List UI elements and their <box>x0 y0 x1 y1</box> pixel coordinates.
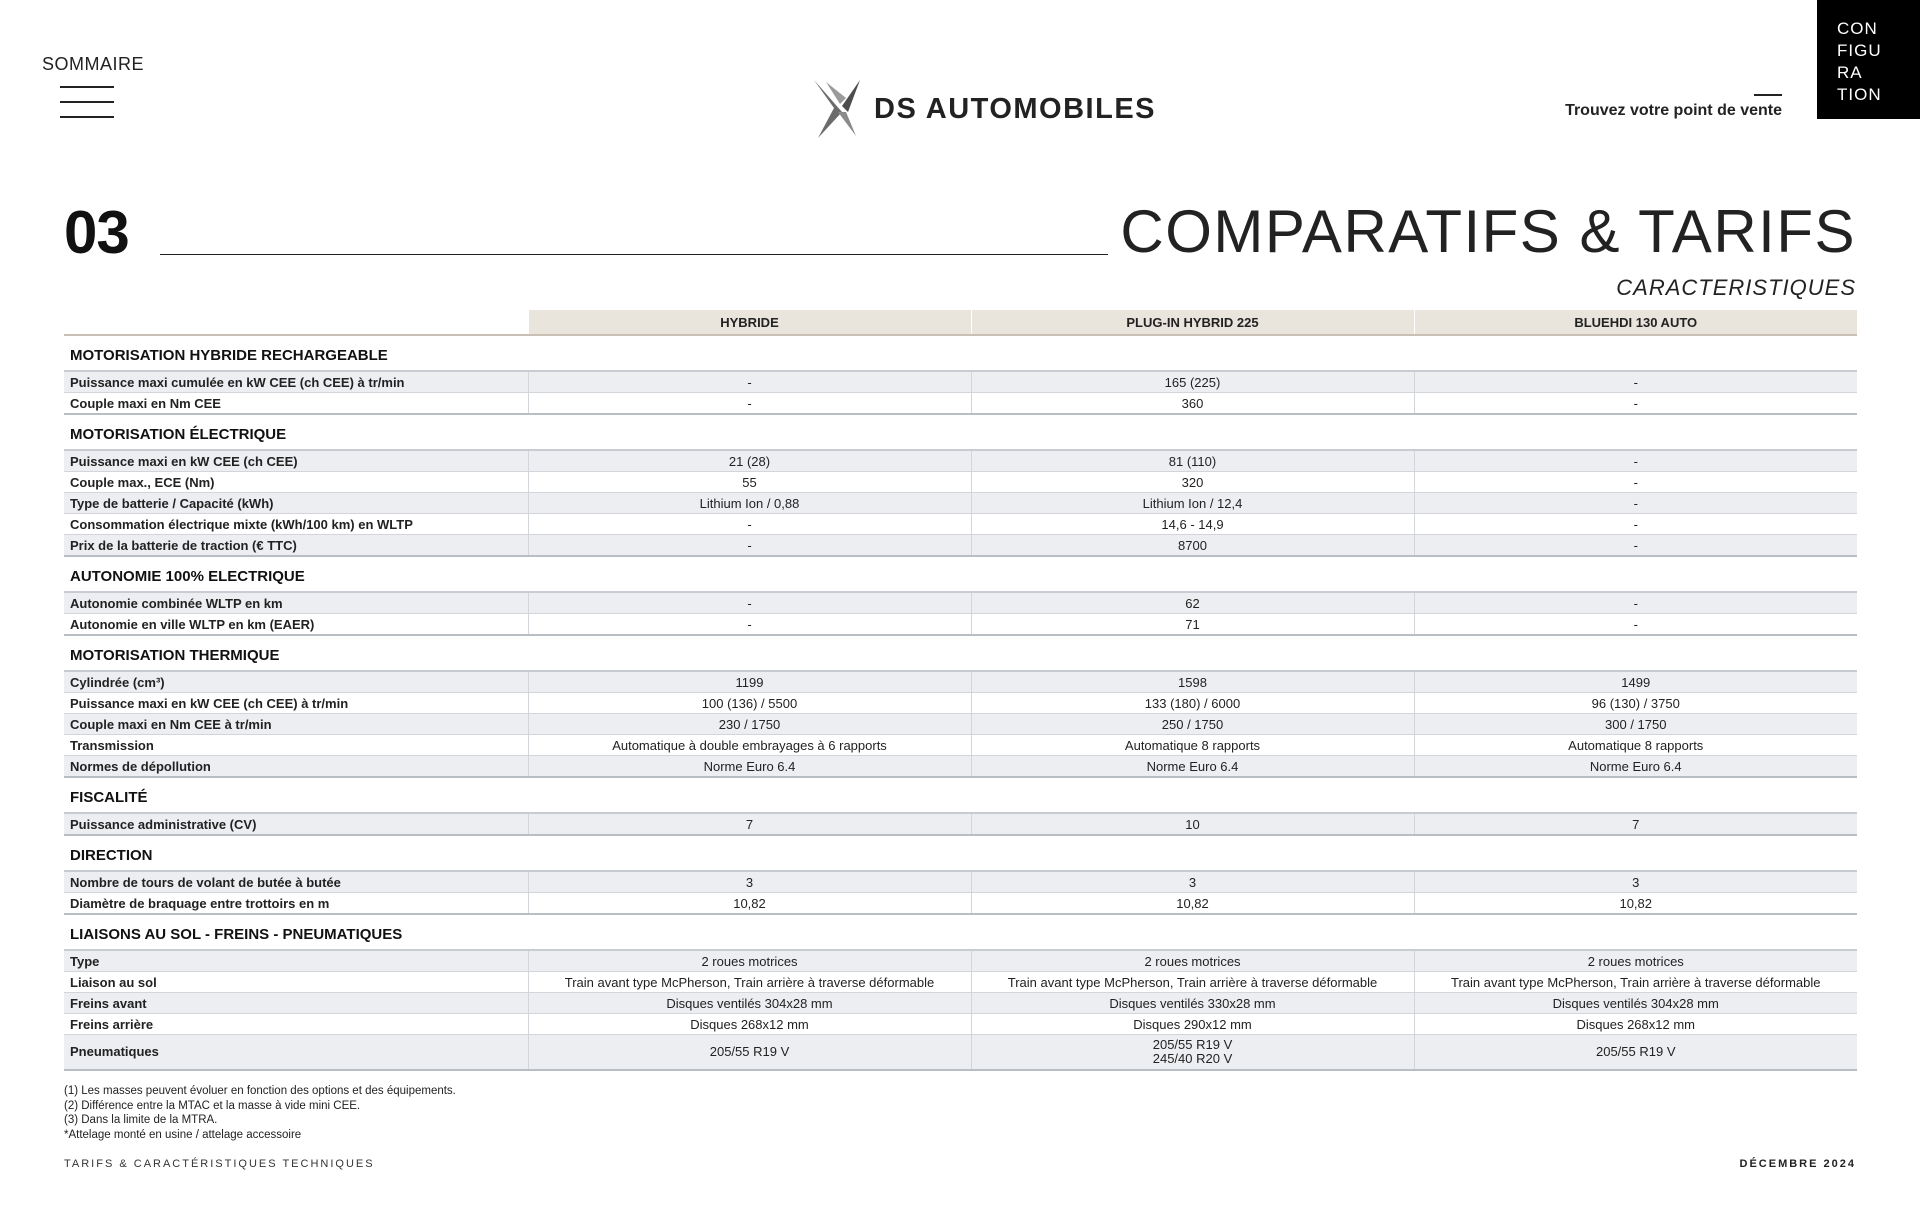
table-cell: - <box>1414 614 1857 636</box>
row-label: Puissance maxi en kW CEE (ch CEE) <box>64 450 528 472</box>
table-cell: - <box>528 514 971 535</box>
footer-document-title: TARIFS & CARACTÉRISTIQUES TECHNIQUES <box>64 1158 375 1170</box>
table-row <box>64 756 1857 778</box>
table-cell: 62 <box>971 592 1414 614</box>
table-cell: 205/55 R19 V <box>528 1035 971 1071</box>
table-row <box>64 950 1857 972</box>
table-cell: 133 (180) / 6000 <box>971 693 1414 714</box>
table-cell: 1499 <box>1414 671 1857 693</box>
table-cell: 7 <box>1414 813 1857 835</box>
table-cell: 360 <box>971 393 1414 415</box>
table-cell: 14,6 - 14,9 <box>971 514 1414 535</box>
table-cell: 3 <box>1414 871 1857 893</box>
table-cell: - <box>1414 472 1857 493</box>
column-header: HYBRIDE <box>528 310 971 335</box>
table-cell: 10,82 <box>971 893 1414 915</box>
table-row <box>64 393 1857 415</box>
row-label: Autonomie combinée WLTP en km <box>64 592 528 614</box>
footer-date: DÉCEMBRE 2024 <box>1739 1158 1856 1170</box>
section-title: MOTORISATION HYBRIDE RECHARGEABLE <box>64 335 1857 371</box>
table-cell: Train avant type McPherson, Train arrière à traverse déformable <box>971 972 1414 993</box>
section-title: AUTONOMIE 100% ELECTRIQUE <box>64 556 1857 592</box>
table-cell: Automatique 8 rapports <box>1414 735 1857 756</box>
table-row <box>64 735 1857 756</box>
table-cell: 1598 <box>971 671 1414 693</box>
section-divider <box>160 254 1108 255</box>
section-header-row <box>64 777 1857 813</box>
table-body <box>64 335 1857 1070</box>
table-cell: Disques 290x12 mm <box>971 1014 1414 1035</box>
table-cell: 55 <box>528 472 971 493</box>
row-label: Puissance administrative (CV) <box>64 813 528 835</box>
row-label: Couple max., ECE (Nm) <box>64 472 528 493</box>
row-label: Liaison au sol <box>64 972 528 993</box>
row-label: Puissance maxi cumulée en kW CEE (ch CEE) à tr/min <box>64 371 528 393</box>
column-header: PLUG-IN HYBRID 225 <box>971 310 1414 335</box>
table-row <box>64 450 1857 472</box>
table-row <box>64 514 1857 535</box>
row-label: Couple maxi en Nm CEE <box>64 393 528 415</box>
table-cell: - <box>1414 371 1857 393</box>
table-cell: 320 <box>971 472 1414 493</box>
table-cell: Automatique à double embrayages à 6 rapports <box>528 735 971 756</box>
brand-name: DS AUTOMOBILES <box>874 92 1157 125</box>
section-header-row <box>64 835 1857 871</box>
table-row <box>64 592 1857 614</box>
section-title: DIRECTION <box>64 835 1857 871</box>
cell-line: 205/55 R19 V <box>1152 1037 1233 1052</box>
section-header-row <box>64 335 1857 371</box>
table-row <box>64 1035 1857 1071</box>
table-cell: - <box>528 371 971 393</box>
table-row <box>64 714 1857 735</box>
section-header-row <box>64 635 1857 671</box>
table-cell: 10,82 <box>1414 893 1857 915</box>
table-cell: 7 <box>528 813 971 835</box>
table-cell: Lithium Ion / 0,88 <box>528 493 971 514</box>
table-cell: Norme Euro 6.4 <box>528 756 971 778</box>
section-title: LIAISONS AU SOL - FREINS - PNEUMATIQUES <box>64 914 1857 950</box>
table-cell <box>971 1035 1414 1071</box>
row-label: Type <box>64 950 528 972</box>
table-cell: - <box>1414 592 1857 614</box>
table-cell: 2 roues motrices <box>1414 950 1857 972</box>
row-label: Prix de la batterie de traction (€ TTC) <box>64 535 528 557</box>
table-row <box>64 671 1857 693</box>
table-cell: - <box>1414 514 1857 535</box>
table-cell: Lithium Ion / 12,4 <box>971 493 1414 514</box>
config-label-line: TION <box>1837 85 1882 104</box>
table-cell: 100 (136) / 5500 <box>528 693 971 714</box>
configurator-button[interactable] <box>1817 0 1920 119</box>
table-cell: - <box>528 614 971 636</box>
row-label: Pneumatiques <box>64 1035 528 1071</box>
row-label: Nombre de tours de volant de butée à butée <box>64 871 528 893</box>
table-cell: 21 (28) <box>528 450 971 472</box>
table-row <box>64 893 1857 915</box>
hamburger-menu-icon[interactable] <box>60 86 114 120</box>
table-cell: 10,82 <box>528 893 971 915</box>
table-cell: Train avant type McPherson, Train arrière à traverse déformable <box>1414 972 1857 993</box>
row-label: Couple maxi en Nm CEE à tr/min <box>64 714 528 735</box>
table-cell: 230 / 1750 <box>528 714 971 735</box>
table-row <box>64 993 1857 1014</box>
table-header-blank <box>64 310 528 335</box>
footnote: *Attelage monté en usine / attelage accessoire <box>64 1128 302 1141</box>
menu-label[interactable]: SOMMAIRE <box>42 54 145 74</box>
table-header-row <box>64 310 1857 335</box>
table-row <box>64 535 1857 557</box>
table-cell: 3 <box>971 871 1414 893</box>
table-row <box>64 493 1857 514</box>
table-cell: 2 roues motrices <box>971 950 1414 972</box>
config-label-line: RA <box>1837 63 1863 82</box>
row-label: Autonomie en ville WLTP en km (EAER) <box>64 614 528 636</box>
footnote: (1) Les masses peuvent évoluer en fonction des options et des équipements. <box>64 1085 456 1097</box>
row-label: Freins avant <box>64 993 528 1014</box>
table-cell: - <box>1414 450 1857 472</box>
table-cell: Disques 268x12 mm <box>528 1014 971 1035</box>
table-cell: 71 <box>971 614 1414 636</box>
table-cell: 10 <box>971 813 1414 835</box>
section-number: 03 <box>64 199 129 266</box>
section-header-row <box>64 414 1857 450</box>
table-cell: 205/55 R19 V <box>1414 1035 1857 1071</box>
spec-table <box>64 310 1857 1071</box>
table-cell: 165 (225) <box>971 371 1414 393</box>
table-cell: Disques ventilés 304x28 mm <box>528 993 971 1014</box>
section-title: MOTORISATION THERMIQUE <box>64 635 1857 671</box>
table-cell: 8700 <box>971 535 1414 557</box>
table-cell: - <box>1414 393 1857 415</box>
footnotes <box>64 1084 456 1142</box>
table-row <box>64 1014 1857 1035</box>
table-row <box>64 614 1857 636</box>
table-cell: Disques ventilés 304x28 mm <box>1414 993 1857 1014</box>
table-row <box>64 871 1857 893</box>
footnote: (2) Différence entre la MTAC et la masse à vide mini CEE. <box>64 1099 361 1112</box>
table-cell: - <box>528 592 971 614</box>
cell-line: 245/40 R20 V <box>1152 1051 1233 1066</box>
table-row <box>64 371 1857 393</box>
table-row <box>64 972 1857 993</box>
table-cell: 1199 <box>528 671 971 693</box>
find-dealer-link[interactable]: Trouvez votre point de vente <box>1565 102 1782 119</box>
table-cell: - <box>528 393 971 415</box>
row-label: Normes de dépollution <box>64 756 528 778</box>
table-row <box>64 693 1857 714</box>
table-cell: Disques 268x12 mm <box>1414 1014 1857 1035</box>
table-cell: Norme Euro 6.4 <box>1414 756 1857 778</box>
brand-logo[interactable] <box>812 78 1156 140</box>
section-header-row <box>64 556 1857 592</box>
page-subtitle: CARACTERISTIQUES <box>1616 275 1856 300</box>
table-cell: Norme Euro 6.4 <box>971 756 1414 778</box>
divider <box>1754 94 1782 96</box>
table-cell: Train avant type McPherson, Train arrière à traverse déformable <box>528 972 971 993</box>
table-cell: - <box>528 535 971 557</box>
config-label-line: FIGU <box>1837 41 1882 60</box>
section-title: FISCALITÉ <box>64 777 1857 813</box>
table-cell: - <box>1414 493 1857 514</box>
table-cell: 2 roues motrices <box>528 950 971 972</box>
table-cell: Automatique 8 rapports <box>971 735 1414 756</box>
table-cell: 250 / 1750 <box>971 714 1414 735</box>
row-label: Cylindrée (cm³) <box>64 671 528 693</box>
row-label: Transmission <box>64 735 528 756</box>
table-row <box>64 813 1857 835</box>
table-cell: - <box>1414 535 1857 557</box>
row-label: Type de batterie / Capacité (kWh) <box>64 493 528 514</box>
config-label-line: CON <box>1837 19 1878 38</box>
page-title: COMPARATIFS & TARIFS <box>1120 198 1856 265</box>
row-label: Freins arrière <box>64 1014 528 1035</box>
section-header-row <box>64 914 1857 950</box>
table-cell: 3 <box>528 871 971 893</box>
section-title: MOTORISATION ÉLECTRIQUE <box>64 414 1857 450</box>
table-row <box>64 472 1857 493</box>
footnote: (3) Dans la limite de la MTRA. <box>64 1114 218 1126</box>
table-cell: 96 (130) / 3750 <box>1414 693 1857 714</box>
ds-logo-icon <box>812 78 862 140</box>
column-header: BLUEHDI 130 AUTO <box>1414 310 1857 335</box>
table-cell: 300 / 1750 <box>1414 714 1857 735</box>
table-cell: 81 (110) <box>971 450 1414 472</box>
row-label: Puissance maxi en kW CEE (ch CEE) à tr/min <box>64 693 528 714</box>
table-cell: Disques ventilés 330x28 mm <box>971 993 1414 1014</box>
row-label: Diamètre de braquage entre trottoirs en m <box>64 893 528 915</box>
row-label: Consommation électrique mixte (kWh/100 km) en WLTP <box>64 514 528 535</box>
